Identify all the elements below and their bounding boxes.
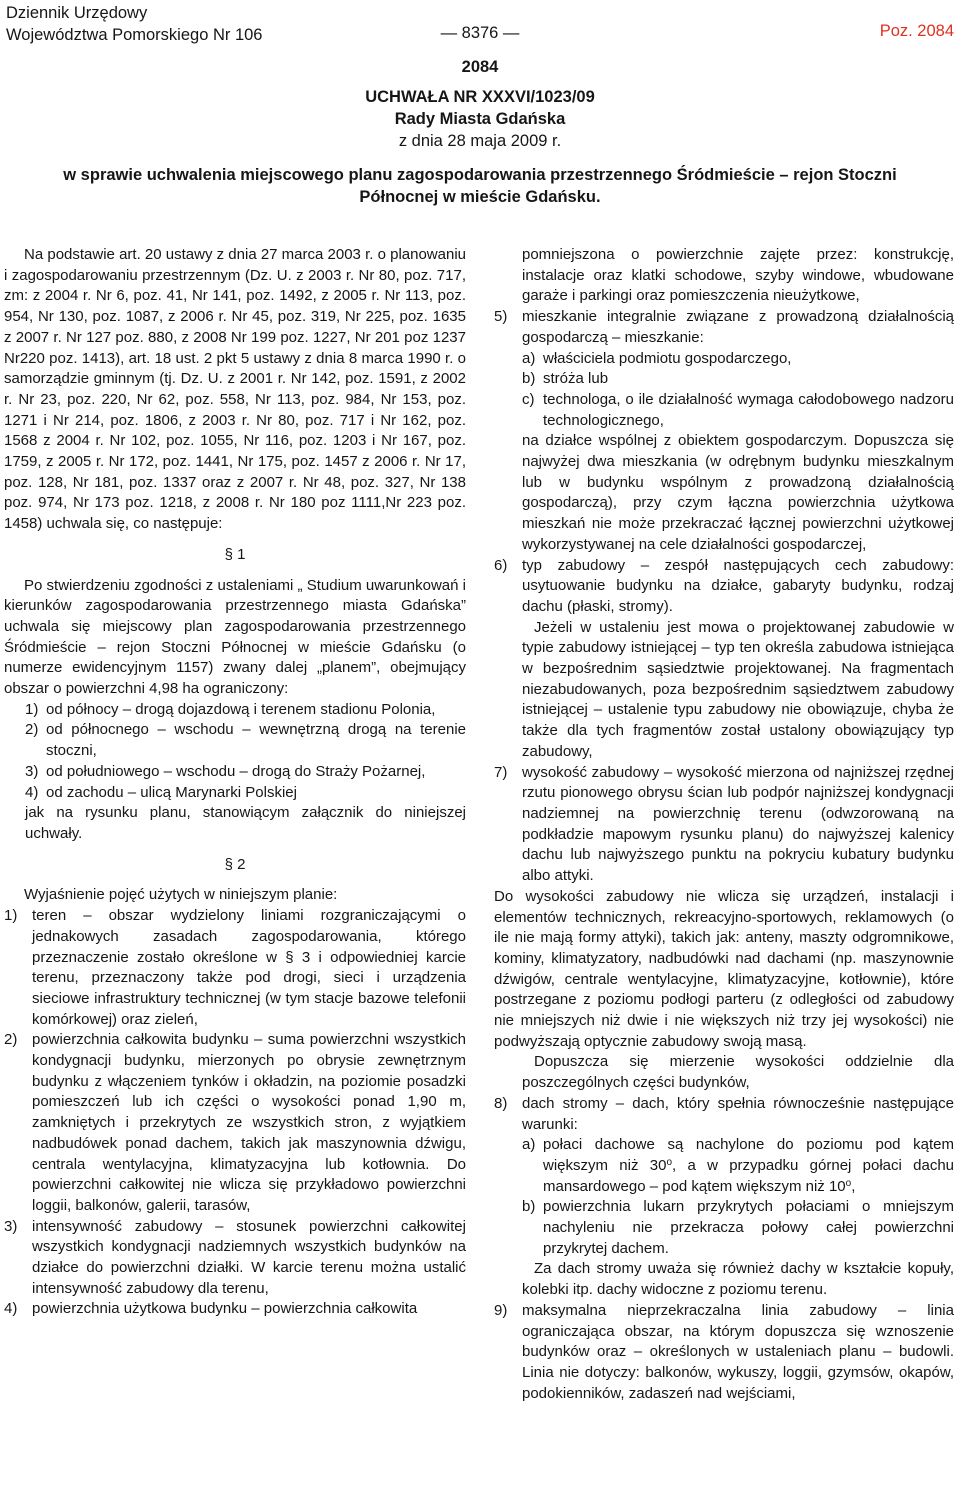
- height-paragraph: Do wysokości zabudowy nie wlicza się urządzeń, instalacji i elementów technicznych, rekreacyjno-sportowych, reklamowych (o ile nie mają formy attyki), takich jak: anteny, maszty odgromnikowe, kominy, klimatyzatory, nadbudówki nad dachami (np. maszynownie dźwigów, centrale wentylacyjne, klimatyzacyjne, kotłownie), które postrzegane z poziomu podłogi parteru (z odległości od zabudowy nie mniejszych niż dwie i nie większych niż trzy jej wysokości) nie podwyższają optycznie zabudowy swoją masą.: [494, 887, 954, 1050]
- bounds-after: jak na rysunku planu, stanowiącym załącznik do niniejszej uchwały.: [25, 804, 466, 842]
- journal-title: Dziennik Urzędowy: [6, 4, 148, 22]
- definition-item: 3) intensywność zabudowy – stosunek powierzchni całkowitej wszystkich kondygnacji nadziemnych wszystkich budynków na działce do powierzchni działki. W karcie terenu można ustalić intensywność zabudowy dla terenu,: [4, 1217, 466, 1297]
- definition-item: 2) powierzchnia całkowita budynku – suma powierzchni wszystkich kondygnacji budynku, mierzonych po obrysie zewnętrznym budynku z włączeniem tynków i okładzin, na poziomie posadzki pomieszczeń lub ich części o wysokości ponad 1,90 m, zamkniętych i przekrytych ze wszystkich stron, z wyjątkiem nadbudówek ponad dachem, takich jak maszynownia dźwigu, centrala wentylacyjna, klimatyzacyjna lub kotłownia. Do powierzchni całkowitej nie wlicza się przykładowo powierzchni loggii, balkonów, galerii, tarasów,: [4, 1031, 466, 1214]
- definition-item: 9) maksymalna nieprzekraczalna linia zabudowy – linia ograniczająca obszar, na którym dopuszcza się wznoszenie budynków oraz – określonych w ustaleniach planu – budowli. Linia nie dotyczy: balkonów, wykuszy, loggii, gzymsów, okapów, podokienników, zadaszeń nad wejściami,: [494, 1301, 954, 1402]
- definition-6-after: Jeżeli w ustaleniu jest mowa o projektowanej zabudowie w typie zabudowy istniejącej – typ ten określa zabudowa istniejąca w bezpośrednim sąsiedztwie projektowanej. Na fragmentach niezabudowanych, poza bezpośrednim sąsiedztwem zabudowy istniejącej – ustalenie typu zabudowy nie obowiązuje, chyba że także dla tych fragmentów został ustalony obowiązujący typ zabudowy,: [522, 618, 954, 760]
- position-number: Poz. 2084: [879, 22, 954, 40]
- section-1-text: Po stwierdzeniu zgodności z ustaleniami „ Studium uwarunkowań i kierunków zagospodarowania przestrzennego miasta Gdańska” uchwala się miejscowy plan zagospodarowania przestrzennego Śródmieście – rejon Stoczni Północnej w mieście Gdańsku (o numerze ewidencyjnym 1157) zwany dalej „planem”, obejmujący obszar o powierzchni 4,98 ha ograniczony:: [4, 576, 466, 698]
- bound-item: 1) od północy – drogą dojazdową i terenem stadionu Polonia,: [25, 700, 436, 718]
- act-name: UCHWAŁA NR XXXVI/1023/09: [365, 88, 595, 106]
- definition-item: 8) dach stromy – dach, który spełnia równocześnie następujące warunki:: [494, 1094, 954, 1133]
- right-column: [494, 245, 954, 1404]
- act-title-block: [0, 56, 960, 152]
- section-2-intro: Wyjaśnienie pojęć użytych w niniejszym planie:: [24, 886, 338, 904]
- act-number: 2084: [461, 58, 499, 76]
- height-paragraph-2: Dopuszcza się mierzenie wysokości oddzielnie dla poszczególnych części budynków,: [522, 1053, 954, 1092]
- definition-8-after: Za dach stromy uważa się również dachy w kształcie kopuły, kolebki itp. dachy widoczne z poziomu terenu.: [522, 1260, 954, 1299]
- definition-5-after: na działce wspólnej z obiektem gospodarczym. Dopuszcza się najwyżej dwa mieszkania (w odrębnym budynku mieszkalnym lub w budynku wspólnym z prowadzoną działalnością gospodarczą), przy czym łączna powierzchnia użytkowa mieszkań nie może przekraczać łącznej powierzchni użytkowej wykorzystywanej na cele działalności gospodarczej,: [522, 432, 954, 553]
- act-subject: w sprawie uchwalenia miejscowego planu zagospodarowania przestrzennego Śródmieście – rejon Stoczni Północnej w mieście Gdańsku.: [63, 166, 897, 206]
- definition-item: 1) teren – obszar wydzielony liniami rozgraniczającymi o jednakowych zasadach zagospodarowania, którego przeznaczenie zostało określone w § 3 i odpowiedniej karcie terenu, przeznaczony także pod drogi, sieci i urządzenia sieciowe infrastruktury technicznej (w tym stacje bazowe telefonii komórkowej) oraz zieleń,: [4, 907, 466, 1028]
- definition-item: 5) mieszkanie integralnie związane z prowadzoną działalnością gospodarczą – mieszkanie:: [494, 308, 954, 346]
- section-1-heading: § 1: [224, 545, 246, 563]
- act-date: z dnia 28 maja 2009 r.: [398, 132, 562, 150]
- degree-mark: o: [666, 1156, 672, 1168]
- section-2-heading: § 2: [224, 855, 246, 873]
- bound-item: 4) od zachodu – ulicą Marynarki Polskiej: [25, 783, 297, 801]
- definition-item: 7) wysokość zabudowy – wysokość mierzona od najniższej rzędnej rzutu pionowego obrysu ścian lub podpór najniższej kondygnacji nadziemnej na powierzchnię terenu (odwzorowaną na podkładzie mapowym rysunku planu) do najwyższej kalenicy dachu lub najwyższego punktu na pokryciu kubatury budynku albo attyki.: [494, 763, 954, 885]
- sub-item: b) powierzchnia lukarn przykrytych połaciami o mniejszym nachyleniu nie przekracza połowy całej powierzchni przykrytej dachem.: [522, 1198, 954, 1257]
- left-column: [4, 245, 466, 1320]
- sub-item: a) połaci dachowe są nachylone do poziomu pod kątem większym niż 30$^o$, a w przypadku górnej połaci dachu mansardowego – pod kątem większym niż 10$^o$,: [522, 1136, 955, 1195]
- bound-item: 3) od południowego – wschodu – drogą do Straży Pożarnej,: [25, 762, 426, 780]
- definition-item: 6) typ zabudowy – zespół następujących cech zabudowy: usytuowanie budynku na działce, gabaryty budynku, rodzaj dachu (płaski, stromy).: [494, 556, 954, 615]
- definition-item: 4) powierzchnia użytkowa budynku – powierzchnia całkowita: [4, 1300, 418, 1318]
- sub-item: a) właściciela podmiotu gospodarczego,: [522, 349, 792, 367]
- bound-item: 2) od północnego – wschodu – wewnętrzną drogą na terenie stoczni,: [25, 721, 466, 760]
- degree-mark: o: [845, 1177, 852, 1189]
- journal-subtitle: Województwa Pomorskiego Nr 106: [6, 26, 263, 44]
- definition-4-continued: pomniejszona o powierzchnie zajęte przez: konstrukcję, instalacje oraz klatki schodowe, szyby windowe, wbudowane garaże i parkingi oraz pomieszczenia nieużytkowe,: [522, 246, 954, 305]
- act-body: Rady Miasta Gdańska: [394, 110, 566, 128]
- sub-item: c) technologa, o ile działalność wymaga całodobowego nadzoru technologicznego,: [522, 390, 954, 429]
- preamble: Na podstawie art. 20 ustawy z dnia 27 marca 2003 r. o planowaniu i zagospodarowaniu przestrzennym (Dz. U. z 2003 r. Nr 80, poz. 717, zm: z 2004 r. Nr 6, poz. 41, Nr 141, poz. 1492, z 2005 r. Nr 113, poz. 954, Nr 130, poz. 1087, z 2006 r. Nr 45, poz. 319, Nr 225, poz. 1635 z 2007 r. Nr 127 poz. 880, z 2008 Nr 199 poz. 1227, Nr 201 poz 1237 Nr220 poz. 1413), art. 18 ust. 2 pkt 5 ustawy z dnia 8 marca 1990 r. o samorządzie gminnym (tj. Dz. U. z 2001 r. Nr 142, poz. 1591, z 2002 r. Nr 23, poz. 220, Nr 62, poz. 558, Nr 113, poz. 984, Nr 153, poz. 1271 i Nr 214, poz. 1806, z 2003 r. Nr 80, poz. 717 i Nr 162, poz. 1568 z 2004 r. Nr 102, poz. 1055, Nr 116, poz. 1203 i Nr 167, poz. 1759, z 2005 r. Nr 172, poz. 1441, Nr 175, poz. 1457 z 2006 r. Nr 17, poz. 128, Nr 181, poz. 1337 oraz z 2007 r. Nr 48, poz. 327, Nr 138 poz. 974, Nr 173 poz. 1218, z 2008 r. Nr 180 poz 1111,Nr 223 poz. 1458) uchwala się, co następuje:: [4, 246, 466, 533]
- sub-item: b) stróża lub: [522, 370, 609, 388]
- page-number: — 8376 —: [440, 24, 520, 42]
